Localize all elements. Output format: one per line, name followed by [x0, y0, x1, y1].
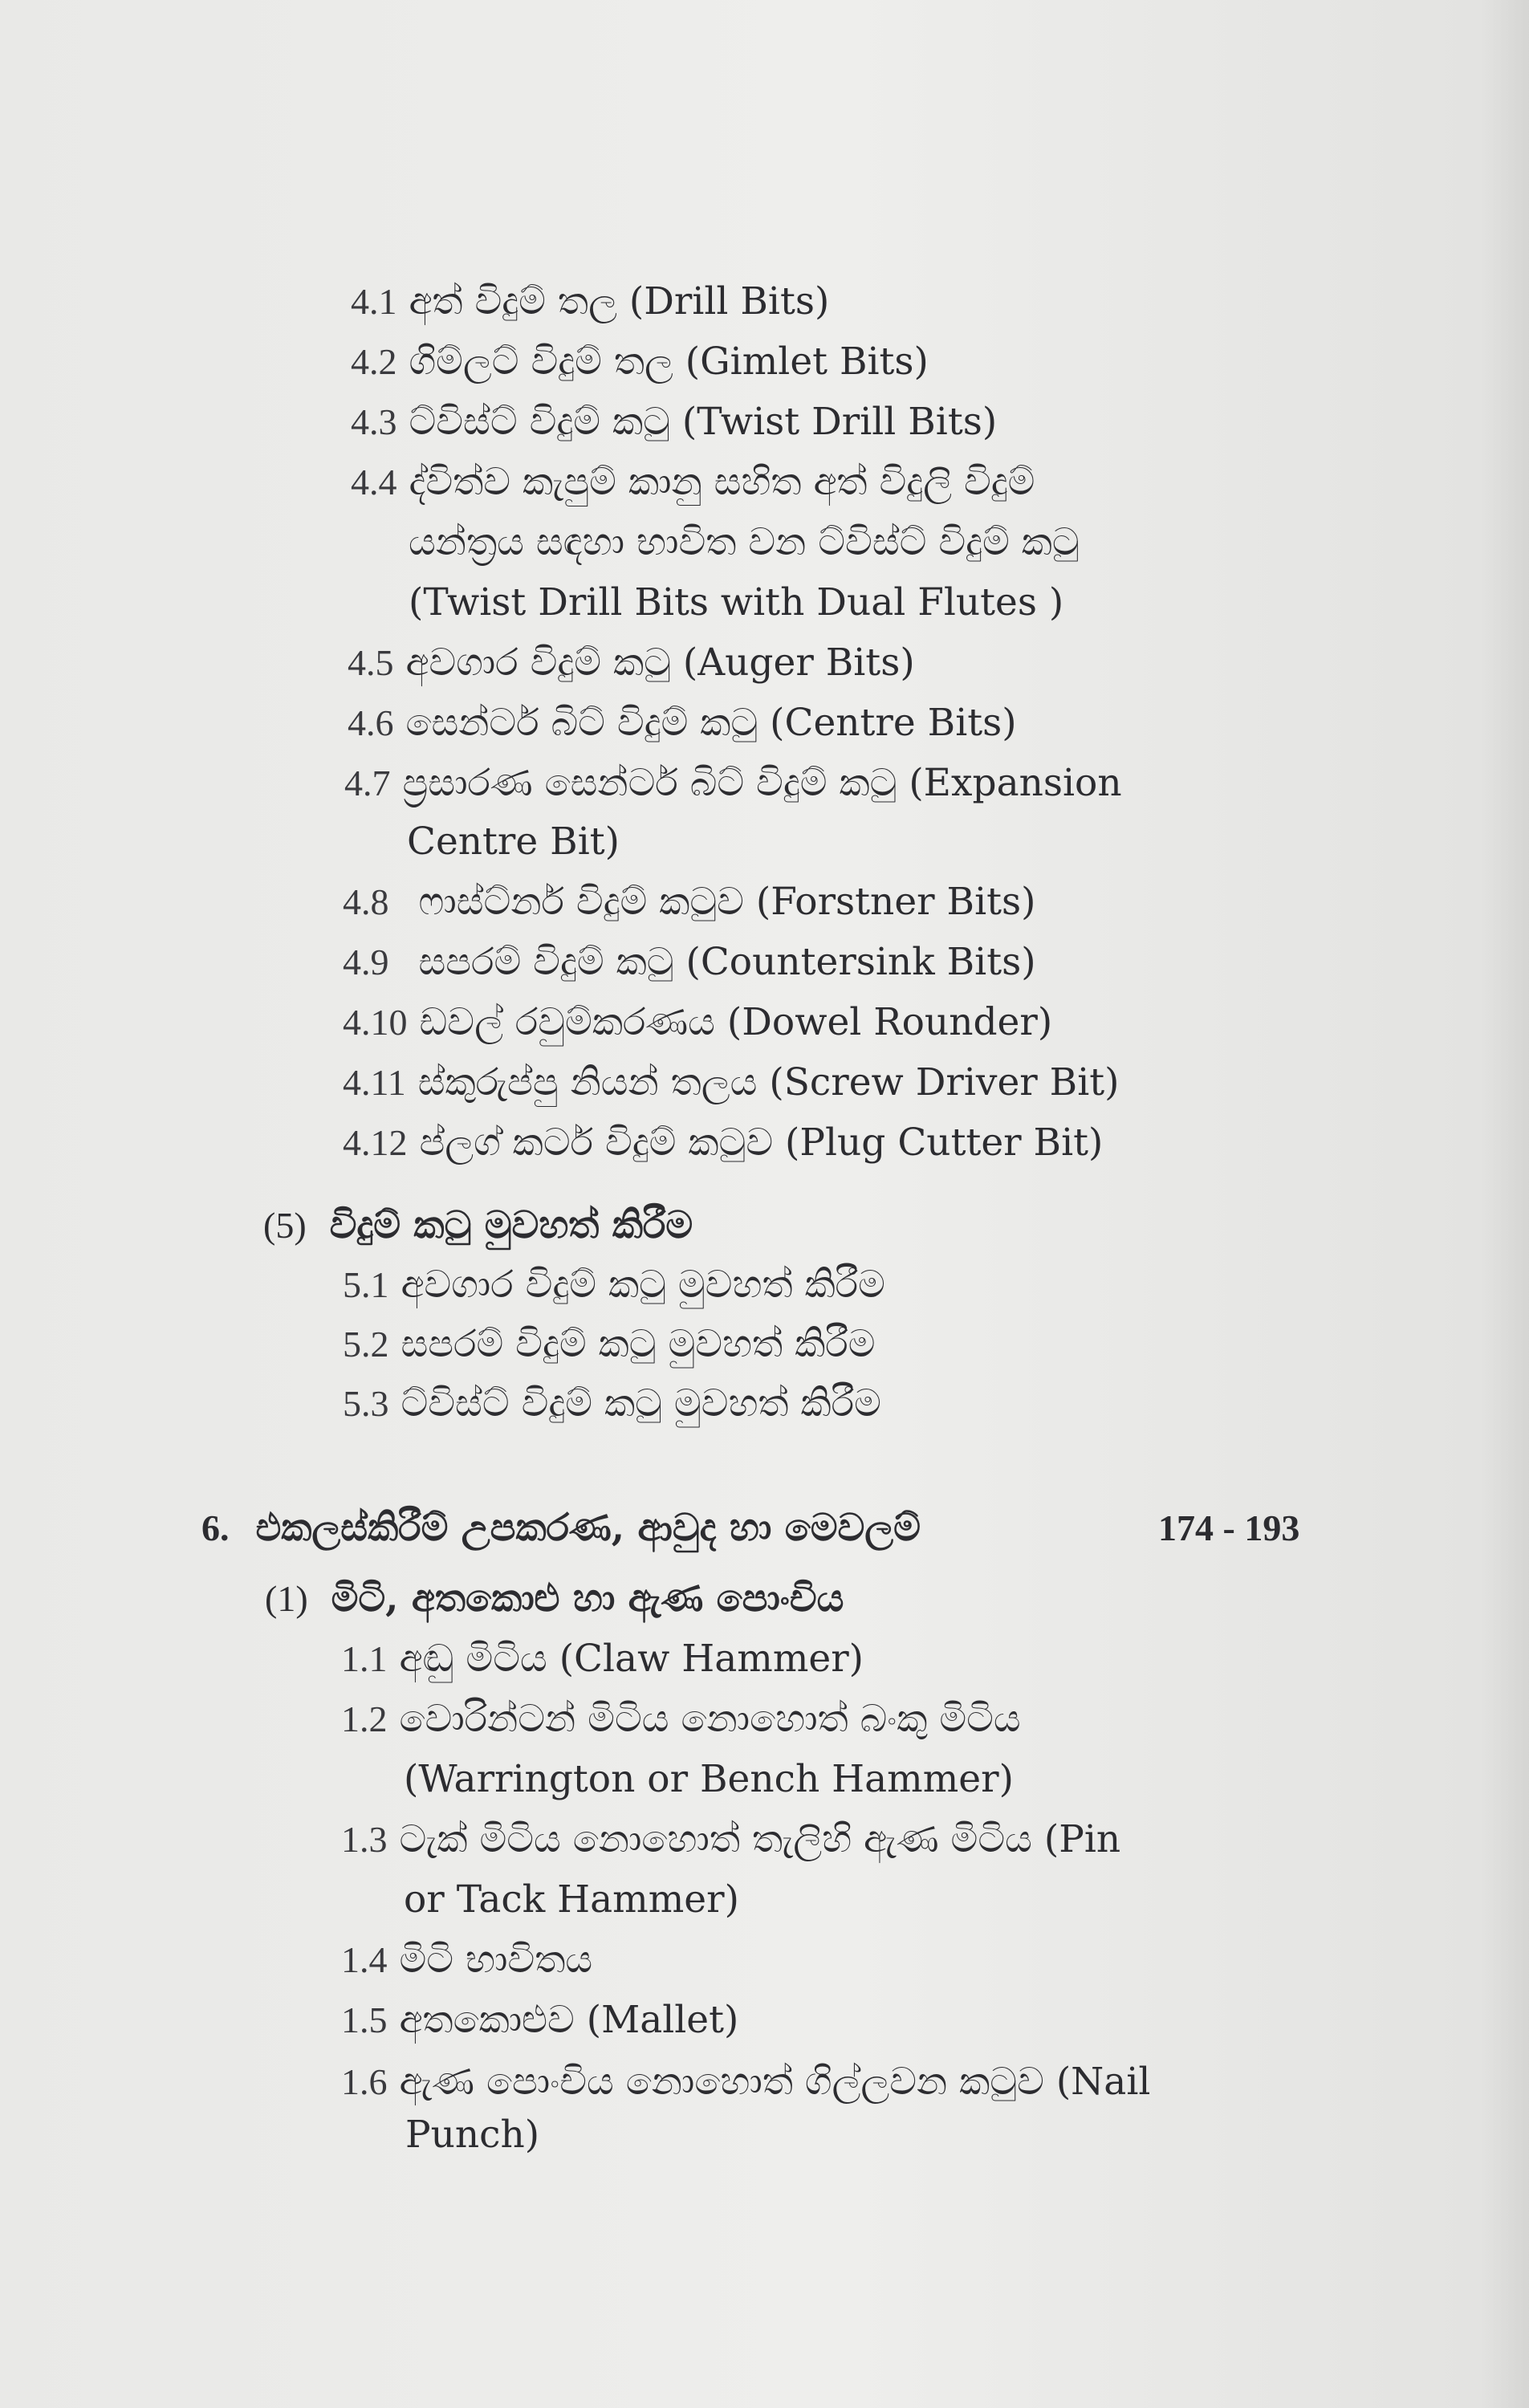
entry-number: 1.3	[341, 1819, 388, 1860]
toc-entry-4-2	[351, 338, 929, 386]
toc-entry-4-1	[351, 278, 829, 326]
entry-number: 4.10	[343, 1002, 408, 1043]
toc-entry-6-1-1	[341, 1635, 864, 1683]
toc-entry-4-4-cont-1	[409, 519, 1080, 567]
chapter-title: එකලස්කිරීම් උපකරණ, ආවුද හා මෙවලම්	[255, 1506, 921, 1550]
entry-text-continued: or Tack Hammer)	[404, 1877, 739, 1922]
entry-number: 4.11	[343, 1062, 406, 1103]
entry-number: 4.8	[343, 881, 389, 922]
section-title: විදුම් කටු මුවහත් කිරීම	[329, 1203, 693, 1247]
entry-text: සපරම් විදුම් කටු (Countersink Bits)	[418, 940, 1036, 984]
toc-entry-6-1-3	[341, 1816, 1120, 1864]
entry-text: ෆාස්ට්නර් විදුම් කටුව (Forstner Bits)	[418, 880, 1036, 924]
entry-text: මිටි භාවිතය	[399, 1938, 593, 1982]
entry-text: ඇණ පොංචිය නොහොත් ගිල්ලවන කටුව (Nail	[399, 2060, 1151, 2104]
toc-entry-6-1-6-cont	[405, 2111, 539, 2159]
toc-entry-5-3	[343, 1380, 881, 1428]
toc-entry-5-2	[343, 1320, 876, 1369]
entry-number: 5.3	[343, 1383, 389, 1424]
toc-entry-4-5	[348, 639, 915, 687]
toc-section-5	[263, 1202, 693, 1250]
entry-number: 1.5	[341, 1999, 388, 2040]
entry-text: ස්කුරුප්පු නියන් තලය (Screw Driver Bit)	[417, 1060, 1120, 1104]
toc-entry-4-6	[348, 699, 1017, 747]
entry-text: ද්විත්ව කැපුම් කානු සහිත අත් විදුලි විදුම්	[409, 460, 1035, 504]
entry-number: 1.4	[341, 1939, 388, 1980]
entry-number: 1.6	[341, 2061, 388, 2102]
entry-text: ට්විස්ට් විදුම් කටු (Twist Drill Bits)	[409, 400, 998, 444]
entry-text: අතකොළුව (Mallet)	[399, 1998, 739, 2042]
entry-text: සපරම් විදුම් කටු මුවහත් කිරීම	[401, 1322, 876, 1366]
entry-number: 4.5	[348, 642, 394, 683]
toc-entry-4-10	[343, 999, 1052, 1047]
toc-entry-4-4	[351, 458, 1035, 506]
entry-text-continued: Centre Bit)	[407, 820, 620, 864]
entry-text: අත් විදුම් තල (Drill Bits)	[409, 279, 830, 323]
toc-entry-4-12	[343, 1119, 1103, 1167]
entry-text: ඩවල් රවුම්කරණය (Dowel Rounder)	[419, 1000, 1053, 1044]
toc-entry-4-9	[343, 938, 1036, 986]
entry-text-continued: Punch)	[405, 2113, 540, 2157]
toc-section-6-1	[265, 1575, 844, 1623]
entry-number: 5.1	[343, 1264, 389, 1305]
entry-text: ප්‍රසාරණ සෙන්ටර් බිට් විදුම් කටු (Expansion	[402, 761, 1122, 805]
entry-number: 4.12	[343, 1122, 408, 1163]
toc-entry-4-3	[351, 398, 997, 446]
toc-entry-6-1-2	[341, 1695, 1021, 1743]
toc-entry-4-4-cont-2	[409, 579, 1063, 627]
entry-number: 1.2	[341, 1698, 388, 1739]
toc-entry-6-1-4	[341, 1936, 592, 1984]
entry-text-continued: (Warrington or Bench Hammer)	[404, 1757, 1014, 1801]
entry-text-continued: (Twist Drill Bits with Dual Flutes )	[409, 580, 1064, 624]
entry-text-continued: යන්ත්‍රය සඳහා භාවිත වන ට්විස්ට් විදුම් කටු	[409, 520, 1080, 564]
chapter-page-range: 174 - 193	[1158, 1507, 1300, 1548]
entry-number: 4.2	[351, 341, 397, 382]
section-number: (5)	[263, 1205, 307, 1246]
entry-text: අවගාර විදුම් කටු මුවහත් කිරීම	[401, 1263, 885, 1307]
entry-text: අවගාර විදුම් කටු (Auger Bits)	[405, 641, 915, 685]
entry-text: ටැක් මිටිය නොහොත් තැලිහි ඇණ මිටිය (Pin	[399, 1817, 1121, 1861]
page-edge-shadow	[1481, 0, 1529, 2408]
section-title: මිටි, අතකොළු හා ඇණ පොංචිය	[331, 1576, 844, 1621]
entry-number: 1.1	[341, 1638, 388, 1679]
entry-number: 4.9	[343, 942, 389, 982]
chapter-number: 6.	[201, 1507, 230, 1548]
entry-number: 4.4	[351, 462, 397, 502]
toc-entry-6-1-2-cont	[404, 1755, 1014, 1804]
entry-text: ගිම්ලට් විදුම් තල (Gimlet Bits)	[409, 340, 929, 384]
toc-entry-6-1-5	[341, 1996, 738, 2044]
toc-entry-4-11	[343, 1059, 1119, 1107]
entry-text: අඬු මිටිය (Claw Hammer)	[399, 1637, 864, 1681]
toc-entry-4-7-cont	[407, 818, 620, 866]
entry-number: 4.6	[348, 702, 394, 743]
entry-text: සෙන්ටර් බිට් විදුම් කටු (Centre Bits)	[405, 701, 1017, 745]
toc-entry-4-7	[344, 759, 1122, 807]
toc-entry-6-1-6	[341, 2058, 1150, 2106]
entry-number: 4.3	[351, 401, 397, 442]
entry-number: 4.1	[351, 281, 397, 322]
entry-text: ප්ලග් කටර් විදුම් කටුව (Plug Cutter Bit)	[419, 1121, 1104, 1165]
toc-entry-6-1-3-cont	[404, 1876, 739, 1924]
toc-chapter-6	[201, 1504, 921, 1552]
entry-text: වොරින්ටන් මිටිය නොහොත් බංකු මිටිය	[399, 1697, 1021, 1741]
toc-entry-5-1	[343, 1261, 885, 1309]
entry-number: 4.7	[344, 763, 391, 803]
entry-text: ට්විස්ට් විදුම් කටු මුවහත් කිරීම	[401, 1381, 881, 1426]
section-number: (1)	[265, 1578, 308, 1619]
toc-entry-4-8	[343, 878, 1035, 926]
entry-number: 5.2	[343, 1324, 389, 1365]
